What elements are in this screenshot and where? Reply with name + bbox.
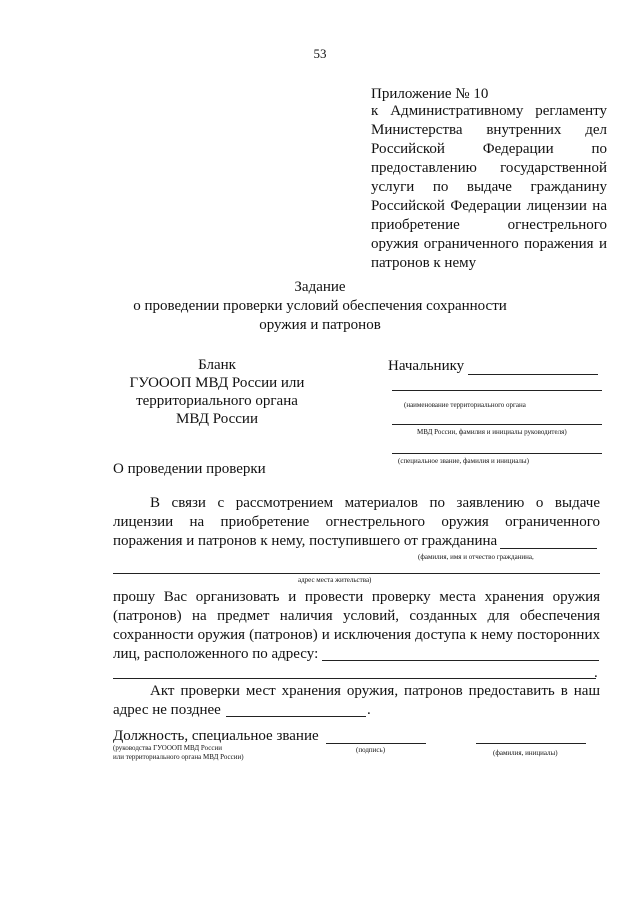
- addressee-caption: (наименование территориального органа: [404, 401, 526, 409]
- signature-position: Должность, специальное звание: [113, 728, 319, 744]
- body-line: адрес не позднее: [113, 702, 221, 718]
- citizen-line: [500, 548, 597, 549]
- addressee-caption: МВД России, фамилия и инициалы руководителя): [417, 428, 567, 436]
- subject-line: О проведении проверки: [113, 461, 266, 477]
- address-line: [113, 573, 600, 574]
- address-caption: адрес места жительства): [298, 576, 372, 584]
- date-line: [226, 716, 366, 717]
- citizen-caption: (фамилия, имя и отчество гражданина,: [418, 553, 534, 561]
- letterhead-line: ГУОООП МВД России или: [129, 375, 305, 391]
- appendix-body: к Административному регламенту Министерства внутренних дел Российской Федерации по предоставлению государственной услуги по выдаче гражданину Российской Федерации лицензии на приобретение огнестрельного оружия ограниченного поражения и патронов к нему: [371, 103, 607, 271]
- body-line: прошу Вас организовать и провести проверку места хранения оружия: [113, 589, 600, 605]
- body-line: сохранности оружия (патронов) и исключения доступа к нему посторонних: [113, 627, 600, 643]
- addressee-line: [392, 424, 602, 425]
- addressee-caption: (специальное звание, фамилия и инициалы): [398, 457, 529, 465]
- page-number: 53: [313, 46, 327, 61]
- doc-subtitle-2: оружия и патронов: [259, 317, 381, 333]
- address-line: [113, 678, 596, 679]
- addressee-line: [392, 390, 602, 391]
- addressee-line: [392, 453, 602, 454]
- body-line: поражения и патронов к нему, поступившего от гражданина: [113, 533, 498, 549]
- letterhead-line: Бланк: [198, 357, 236, 373]
- signature-caption: (подпись): [356, 746, 386, 754]
- doc-title: Задание: [294, 279, 346, 295]
- letterhead-block: [112, 356, 322, 428]
- signature-line: [326, 743, 426, 744]
- body-line: лицензии на приобретение огнестрельного оружия ограниченного: [113, 514, 600, 530]
- period-mark: .: [594, 665, 598, 681]
- address-line: [322, 660, 599, 661]
- signature-caption: (руководства ГУОООП МВД России: [113, 744, 223, 752]
- letterhead-line: территориального органа: [136, 393, 298, 409]
- name-caption: (фамилия, инициалы): [493, 749, 558, 757]
- letterhead-line: МВД России: [176, 411, 258, 427]
- body-line: лиц, расположенного по адресу:: [113, 646, 319, 662]
- name-line: [476, 743, 586, 744]
- body-line: В связи с рассмотрением материалов по заявлению о выдаче: [150, 495, 600, 511]
- appendix-title: Приложение № 10: [371, 86, 489, 102]
- addressee-line: [468, 374, 598, 375]
- body-line: Акт проверки мест хранения оружия, патронов предоставить в наш: [150, 683, 600, 699]
- signature-caption: или территориального органа МВД России): [113, 753, 244, 761]
- period-mark: .: [367, 702, 371, 718]
- body-line: (патронов) на предмет наличия условий, созданных для обеспечения: [113, 608, 600, 624]
- addressee-label: Начальнику: [388, 358, 465, 374]
- doc-subtitle: о проведении проверки условий обеспечения сохранности: [133, 298, 507, 314]
